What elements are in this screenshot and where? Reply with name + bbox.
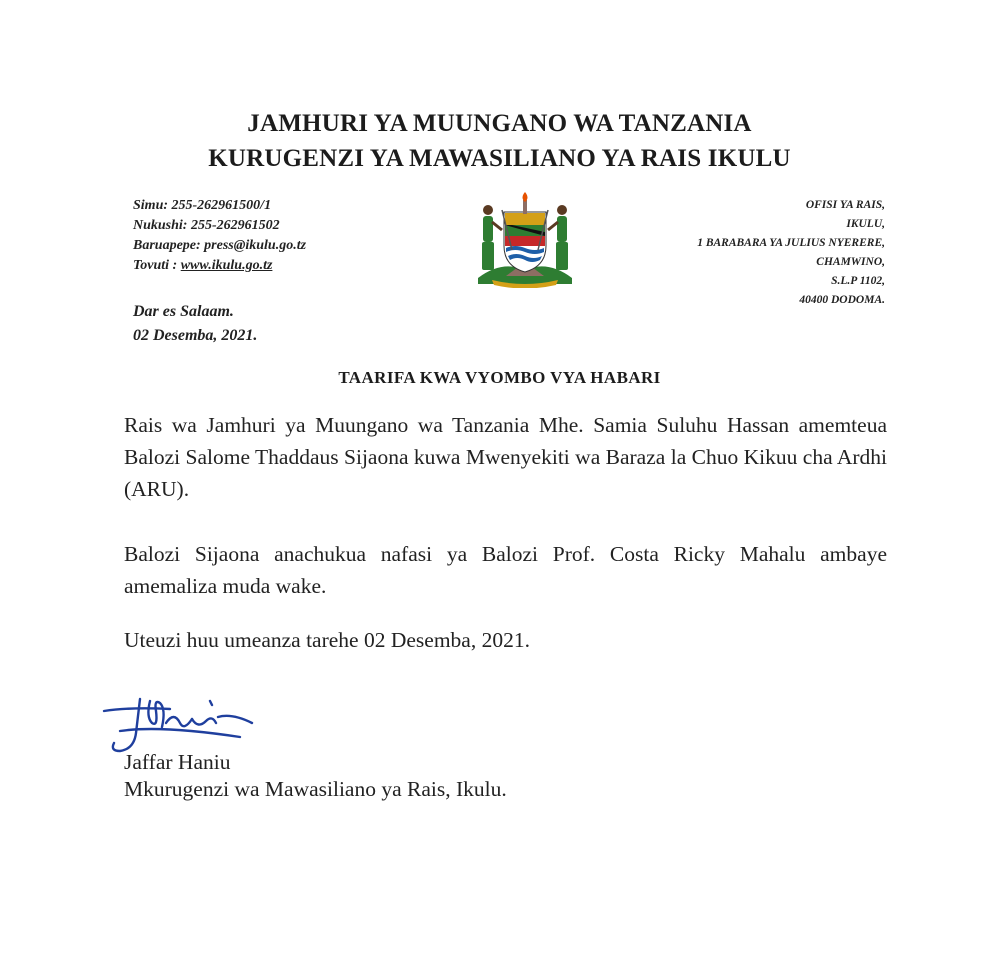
address-line-5: S.L.P 1102, (831, 275, 885, 287)
address-line-6: 40400 DODOMA. (799, 294, 885, 306)
address-line-4: CHAMWINO, (816, 256, 885, 268)
signer-name: Jaffar Haniu (124, 750, 231, 774)
website-label: Tovuti : (133, 258, 181, 273)
fax-line: Nukushi: 255-262961502 (133, 218, 280, 233)
header-line-2: KURUGENZI YA MAWASILIANO YA RAIS IKULU (208, 145, 791, 172)
body-paragraph-3: Uteuzi huu umeanza tarehe 02 Desemba, 2021. (124, 628, 530, 652)
body-paragraph-1: Rais wa Jamhuri ya Muungano wa Tanzania Mhe. Samia Suluhu Hassan amemteua Balozi Salome Thaddaus Sijaona kuwa Mwenyekiti wa Baraza la Chuo Kikuu cha Ardhi (ARU). (124, 413, 887, 501)
date-text: 02 Desemba, 2021. (133, 327, 258, 344)
address-line-1: OFISI YA RAIS, (805, 199, 885, 211)
header-line-1: JAMHURI YA MUUNGANO WA TANZANIA (247, 110, 752, 137)
contact-block (133, 196, 306, 276)
subject-heading: TAARIFA KWA VYOMBO VYA HABARI (338, 368, 661, 387)
tanzania-coat-of-arms-icon (472, 190, 578, 288)
website-link[interactable]: www.ikulu.go.tz (180, 258, 273, 273)
website-line (133, 256, 306, 276)
place-date-block (133, 300, 257, 348)
place-text: Dar es Salaam. (133, 303, 234, 320)
email-line: Baruapepe: press@ikulu.go.tz (133, 238, 307, 253)
address-block (697, 196, 885, 310)
body-paragraph-2: Balozi Sijaona anachukua nafasi ya Balozi Prof. Costa Ricky Mahalu ambaye amemaliza muda wake. (124, 542, 887, 598)
phone-line: Simu: 255-262961500/1 (133, 198, 272, 213)
signer-title: Mkurugenzi wa Mawasiliano ya Rais, Ikulu. (124, 777, 507, 801)
address-line-3: 1 BARABARA YA JULIUS NYERERE, (697, 237, 885, 249)
address-line-2: IKULU, (846, 218, 885, 230)
